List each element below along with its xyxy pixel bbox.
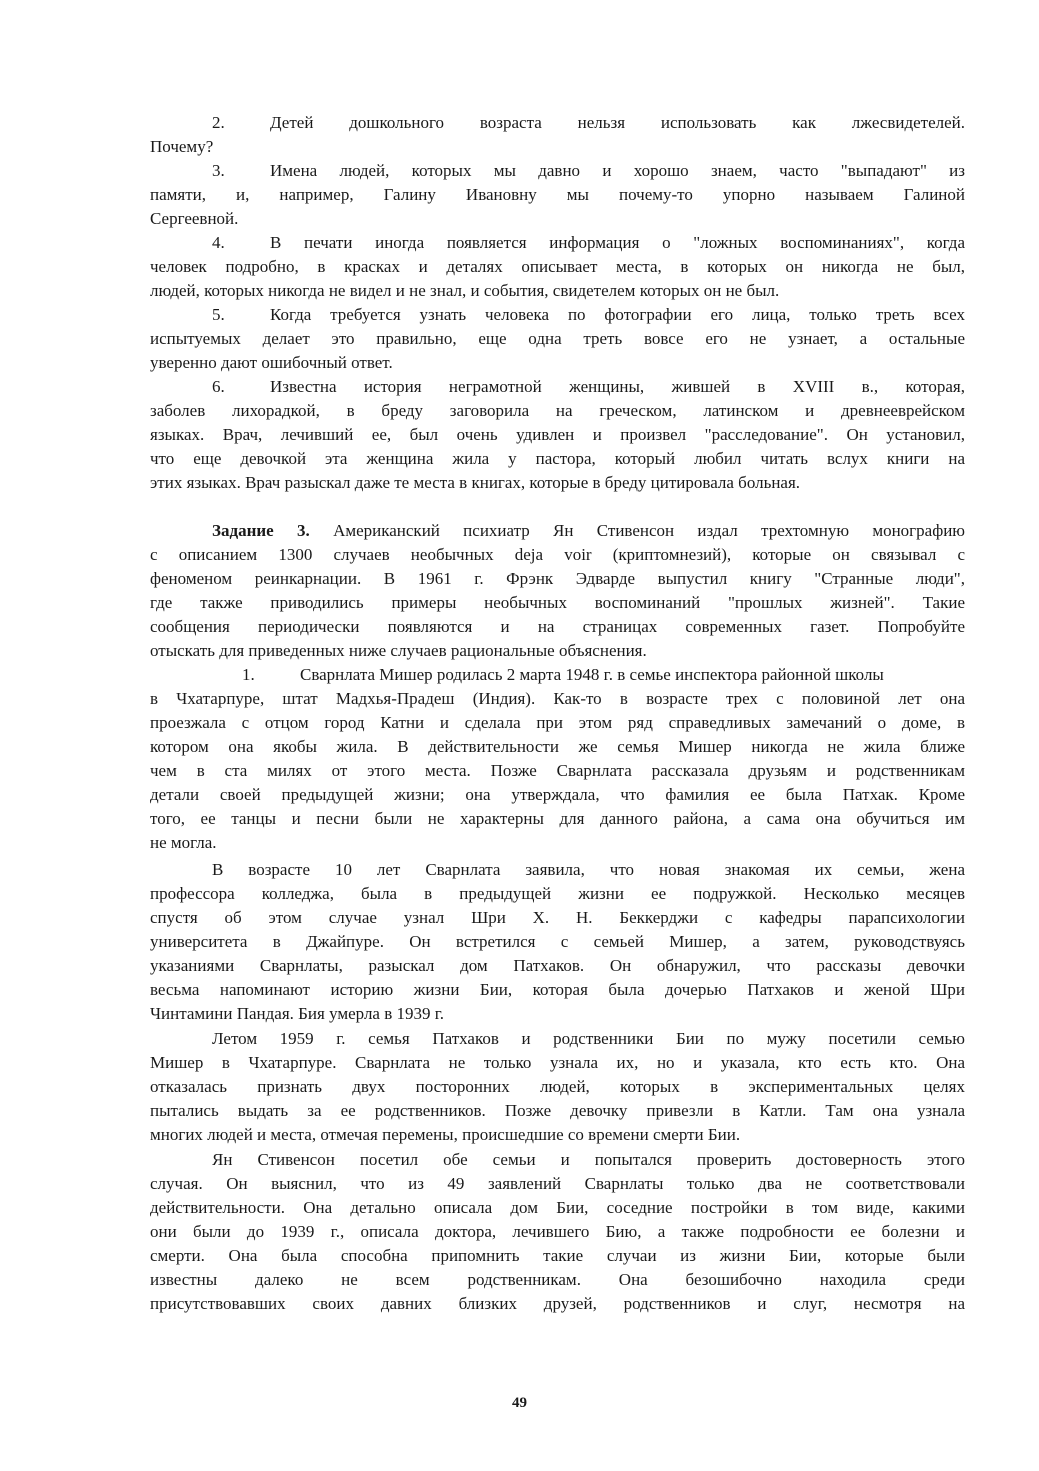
text-line: Имена людей, которых мы давно и хорошо знаем, часто "выпадают" из (270, 161, 965, 180)
item-6-line-5: этих языках. Врач разыскал даже те места в книгах, которые в бреду цитировала больная. (150, 473, 801, 492)
item-3-line-2: памяти, и, например, Галину Ивановну мы почему-то упорно называем Галиной (150, 185, 965, 204)
para-1959-line-3: отказалась признать двух посторонних людей, которых в экспериментальных целях (150, 1077, 965, 1096)
case-1-line-7: того, ее танцы и песни были не характерны для данного района, а сама она обучиться им (150, 809, 965, 828)
case-1-line-5: чем в ста милях от этого места. Позже Сварнлата рассказала друзьям и родственникам (150, 761, 965, 780)
para-1959-line-2: Мишер в Чхатарпуре. Сварнлата не только узнала их, но и указала, кто есть кто. Она (150, 1053, 965, 1072)
item-6-line-2: заболев лихорадкой, в бреду заговорила на греческом, латинском и древнееврейском (150, 401, 965, 420)
item-number: 2. (212, 113, 225, 132)
para-10-line-6: весьма напоминают историю жизни Бии, которая была дочерью Патхаков и женой Шри (150, 980, 965, 999)
text-line: Сварнлата Мишер родилась 2 марта 1948 г. в семье инспектора районной школы (300, 665, 884, 684)
page-number: 49 (512, 1395, 527, 1411)
item-5-line-3: уверенно дают ошибочный ответ. (150, 353, 393, 372)
item-6-line-4: что еще девочкой эта женщина жила у пастора, который любил читать вслух книги на (150, 449, 965, 468)
case-1-line-2: в Чхатарпуре, штат Мадхья-Прадеш (Индия). Как-то в возрасте трех с половиной лет она (150, 689, 965, 708)
para-10-line-3: спустя об этом случае узнал Шри X. Н. Беккерджи с кафедры парапсихологии (150, 908, 965, 927)
case-1-line-6: детали своей предыдущей жизни; она утверждала, что фамилия ее была Патхак. Кроме (150, 785, 965, 804)
item-4-line-2: человек подробно, в красках и деталях описывает места, в которых он никогда не был, (150, 257, 965, 276)
task-3-line-6: отыскать для приведенных ниже случаев рациональные объяснения. (150, 641, 647, 660)
para-stevenson-line-2: случая. Он выяснил, что из 49 заявлений Сварнлаты только два не соответствовали (150, 1174, 965, 1193)
item-4-line-3: людей, которых никогда не видел и не знал, и события, свидетелем которых он не был. (150, 281, 780, 300)
item-number: 3. (212, 161, 225, 180)
task-3-line-2: с описанием 1300 случаев необычных deja voir (криптомнезий), которые он связывал с (150, 545, 965, 564)
para-stevenson-line-3: действительности. Она детально описала дом Бии, соседние постройки в том виде, какими (150, 1198, 965, 1217)
para-stevenson-line-1: Ян Стивенсон посетил обе семьи и попытался проверить достоверность этого (212, 1150, 965, 1169)
para-stevenson-line-6: известны далеко не всем родственникам. Она безошибочно находила среди (150, 1270, 965, 1289)
item-2-line-1 (150, 111, 965, 135)
para-stevenson-line-7: присутствовавших своих давних близких друзей, родственников и слуг, несмотря на (150, 1294, 965, 1313)
task-3-line-4: где также приводились примеры необычных воспоминаний "прошлых жизней". Такие (150, 593, 965, 612)
para-10-line-5: указаниями Сварнлаты, разыскал дом Патхаков. Он обнаружил, что рассказы девочки (150, 956, 965, 975)
para-stevenson-line-4: они были до 1939 г., описала доктора, лечившего Бию, а также подробности ее болезни и (150, 1222, 965, 1241)
case-number: 1. (242, 665, 255, 684)
task-3-line-3: феноменом реинкарнации. В 1961 г. Фрэнк Эдварде выпустил книгу "Странные люди", (150, 569, 965, 588)
item-number: 4. (212, 233, 225, 252)
item-number: 5. (212, 305, 225, 324)
item-5-line-1 (150, 303, 965, 327)
item-6-line-3: языках. Врач, лечивший ее, был очень удивлен и произвел "расследование". Он установил, (150, 425, 965, 444)
item-2-line-2: Почему? (150, 137, 214, 156)
case-1-line-8: не могла. (150, 833, 217, 852)
case-1-line-1 (150, 663, 1030, 687)
para-10-line-7: Чинтамини Пандая. Бия умерла в 1939 г. (150, 1004, 445, 1023)
case-1-line-4: котором она якобы жила. В действительности же семья Мишер никогда не жила ближе (150, 737, 965, 756)
text-line: Известна история неграмотной женщины, жившей в XVIII в., которая, (270, 377, 965, 396)
item-3-line-1 (150, 159, 965, 183)
para-10-line-2: профессора колледжа, была в предыдущей жизни ее подружкой. Несколько месяцев (150, 884, 965, 903)
para-10-line-1: В возрасте 10 лет Сварнлата заявила, что новая знакомая их семьи, жена (212, 860, 965, 879)
item-6-line-1 (150, 375, 965, 399)
text-line: Когда требуется узнать человека по фотографии его лица, только треть всех (270, 305, 965, 324)
para-1959-line-1: Летом 1959 г. семья Патхаков и родственники Бии по мужу посетили семью (212, 1029, 965, 1048)
case-1-line-3: проезжала с отцом город Катни и сделала при этом ряд справедливых замечаний о доме, в (150, 713, 965, 732)
item-5-line-2: испытуемых делает это правильно, еще одна треть вовсе его не узнает, а остальные (150, 329, 965, 348)
para-stevenson-line-5: смерти. Она была способна припомнить такие случаи из жизни Бии, которые были (150, 1246, 965, 1265)
item-3-line-3: Сергеевной. (150, 209, 239, 228)
task-label: Задание 3. (212, 521, 310, 540)
text-line: Детей дошкольного возраста нельзя использовать как лжесвидетелей. (270, 113, 965, 132)
para-1959-line-5: многих людей и места, отмечая перемены, происшедшие со времени смерти Бии. (150, 1125, 741, 1144)
item-number: 6. (212, 377, 225, 396)
text-line: В печати иногда появляется информация о "ложных воспоминаниях", когда (270, 233, 965, 252)
para-1959-line-4: пытались выдать за ее родственников. Позже девочку привезли в Катли. Там она узнала (150, 1101, 965, 1120)
para-10-line-4: университета в Джайпуре. Он встретился с семьей Мишер, а затем, руководствуясь (150, 932, 965, 951)
task-3-line-5: сообщения периодически появляются и на страницах современных газет. Попробуйте (150, 617, 965, 636)
item-4-line-1 (150, 231, 965, 255)
text-line: Американский психиатр Ян Стивенсон издал трехтомную монографию (333, 521, 966, 540)
task-3-line-1 (150, 519, 965, 543)
